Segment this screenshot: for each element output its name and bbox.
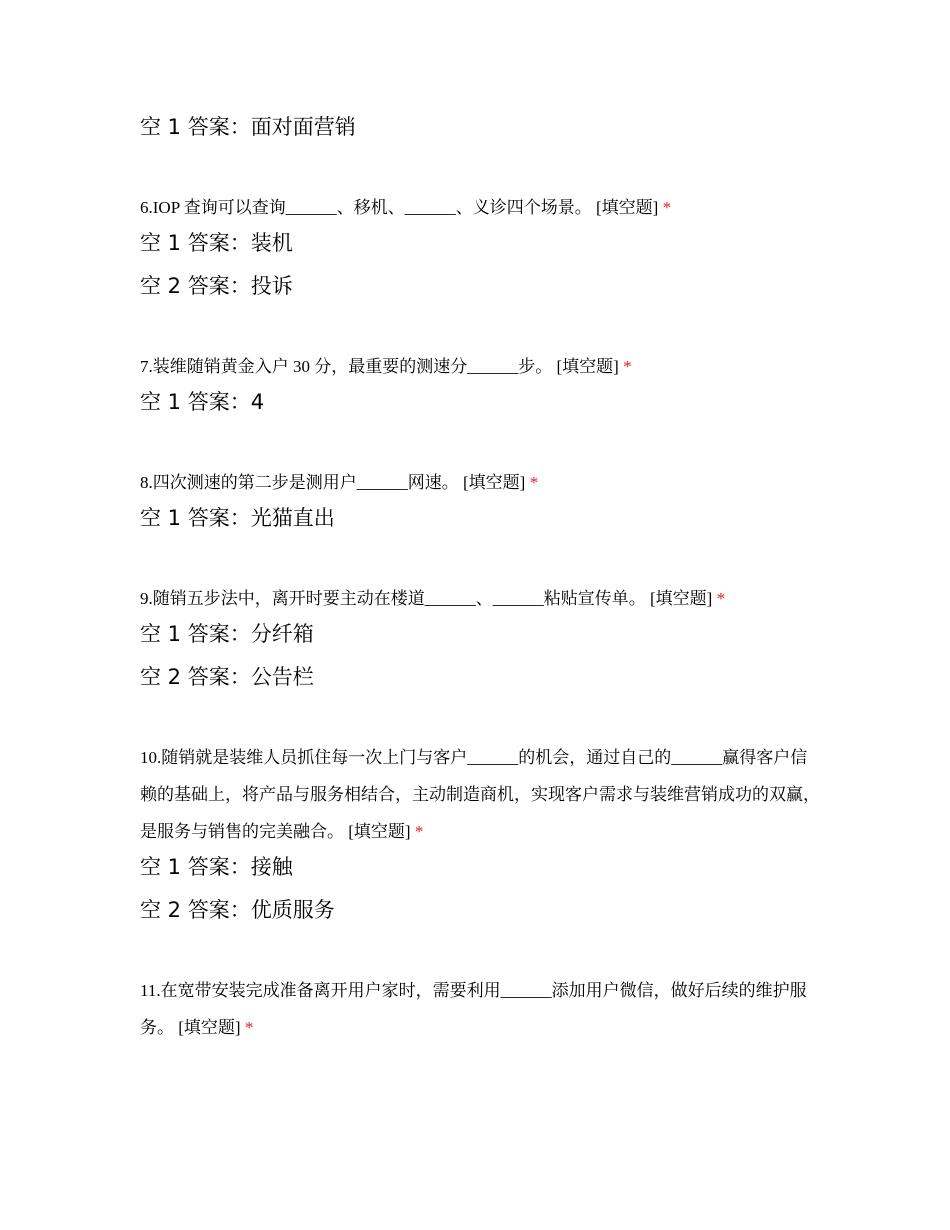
question-9 — [140, 580, 820, 694]
question-type-tag: [填空题] — [178, 1018, 241, 1037]
question-6 — [140, 189, 820, 303]
answer-blank-2: 空 2 答案：公告栏 — [140, 665, 314, 689]
answer-blank-1: 空 1 答案：光猫直出 — [140, 506, 335, 530]
required-star: * — [662, 198, 672, 217]
question-text — [140, 464, 820, 501]
question-text — [140, 972, 820, 1046]
answer-blank-2: 空 2 答案：投诉 — [140, 274, 293, 298]
answer-blank-1: 空 1 答案：装机 — [140, 231, 293, 255]
question-11 — [140, 972, 820, 1046]
question-7 — [140, 348, 820, 419]
question-type-tag: [填空题] — [556, 357, 619, 376]
question-type-tag: [填空题] — [348, 822, 411, 841]
required-star: * — [716, 589, 726, 608]
answer-blank-1: 空 1 答案：接触 — [140, 855, 293, 879]
question-type-tag: [填空题] — [596, 198, 659, 217]
question-text — [140, 739, 820, 850]
question-text — [140, 580, 820, 617]
question-prompt: 11.在宽带安装完成准备离开用户家时，需要利用______添加用户微信，做好后续的维护服务。 — [140, 981, 807, 1037]
question-prompt: 8.四次测速的第二步是测用户______网速。 — [140, 473, 459, 492]
required-star: * — [244, 1018, 254, 1037]
question-prompt: 9.随销五步法中，离开时要主动在楼道______、______粘贴宣传单。 — [140, 589, 646, 608]
question-8 — [140, 464, 820, 535]
required-star: * — [623, 357, 632, 376]
survey-answer-page — [140, 110, 820, 1046]
answer-blank-2: 空 2 答案：优质服务 — [140, 898, 335, 922]
question-prompt: 7.装维随销黄金入户 30 分，最重要的测速分______步。 — [140, 357, 553, 376]
question-prompt: 6.IOP 查询可以查询______、移机、______、义诊四个场景。 — [140, 198, 592, 217]
question-10 — [140, 739, 820, 927]
answer-q5-blank-1: 空 1 答案：面对面营销 — [140, 115, 356, 139]
question-text — [140, 348, 820, 385]
answer-blank-1: 空 1 答案：4 — [140, 390, 265, 414]
required-star: * — [529, 473, 539, 492]
question-prompt: 10.随销就是装维人员抓住每一次上门与客户______的机会，通过自己的______赢得客户信赖的基础上，将产品与服务相结合，主动制造商机，实现客户需求与装维营销成功的双赢，是服务与销售的完美融合。 — [140, 748, 820, 841]
answer-blank-1: 空 1 答案：分纤箱 — [140, 622, 314, 646]
required-star: * — [414, 822, 424, 841]
question-type-tag: [填空题] — [463, 473, 526, 492]
question-text — [140, 189, 820, 226]
question-type-tag: [填空题] — [650, 589, 713, 608]
